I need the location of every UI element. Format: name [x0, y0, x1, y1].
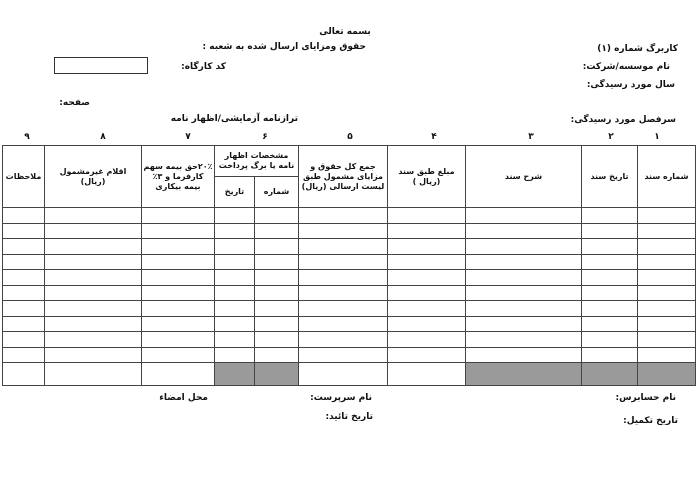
table-cell[interactable] — [299, 270, 388, 286]
table-cell[interactable] — [255, 316, 299, 332]
table-cell[interactable] — [142, 223, 215, 239]
table-cell[interactable] — [255, 223, 299, 239]
shaded-cell — [582, 363, 638, 386]
table-cell[interactable] — [466, 332, 582, 348]
signature-label: محل امضاء — [159, 393, 208, 403]
table-cell[interactable] — [582, 316, 638, 332]
table-cell[interactable] — [638, 332, 696, 348]
table-row — [3, 332, 696, 348]
table-cell[interactable] — [299, 223, 388, 239]
column-number-9: ۹ — [24, 132, 30, 142]
table-cell[interactable] — [466, 270, 582, 286]
table-cell[interactable] — [388, 239, 466, 255]
table-cell[interactable] — [215, 208, 255, 224]
total-cell[interactable] — [3, 363, 45, 386]
table-cell[interactable] — [142, 347, 215, 363]
table-cell[interactable] — [388, 223, 466, 239]
table-cell[interactable] — [299, 254, 388, 270]
table-cell[interactable] — [45, 223, 142, 239]
column-number-2: ۲ — [608, 132, 614, 142]
table-cell[interactable] — [45, 301, 142, 317]
table-cell[interactable] — [3, 285, 45, 301]
shaded-cell — [255, 363, 299, 386]
quarter-label: سرفصل مورد رسیدگی: — [570, 115, 676, 125]
table-cell[interactable] — [45, 316, 142, 332]
shaded-cell — [215, 363, 255, 386]
header-description: شرح سند — [466, 146, 582, 208]
table-cell[interactable] — [3, 239, 45, 255]
total-cell[interactable] — [142, 363, 215, 386]
table-cell[interactable] — [388, 285, 466, 301]
header-amount: مبلغ طبق سند (ریال ) — [388, 146, 466, 208]
table-cell[interactable] — [3, 208, 45, 224]
table-cell[interactable] — [638, 270, 696, 286]
table-cell[interactable] — [638, 301, 696, 317]
table-cell[interactable] — [466, 301, 582, 317]
table-cell[interactable] — [466, 223, 582, 239]
table-cell[interactable] — [388, 254, 466, 270]
table-cell[interactable] — [638, 254, 696, 270]
table-cell[interactable] — [582, 239, 638, 255]
shaded-cell — [466, 363, 582, 386]
table-cell[interactable] — [299, 347, 388, 363]
table-cell[interactable] — [299, 239, 388, 255]
table-cell[interactable] — [215, 316, 255, 332]
table-cell[interactable] — [142, 239, 215, 255]
year-label: سال مورد رسیدگی: — [586, 80, 675, 90]
header-number: شماره — [255, 177, 299, 208]
institution-label: نام موسسه/شرکت: — [582, 62, 670, 72]
column-number-5: ۵ — [347, 132, 353, 142]
table-cell[interactable] — [388, 301, 466, 317]
table-cell[interactable] — [255, 239, 299, 255]
table-cell[interactable] — [142, 301, 215, 317]
table-cell[interactable] — [582, 301, 638, 317]
table-cell[interactable] — [255, 208, 299, 224]
total-row — [3, 363, 696, 386]
table-row — [3, 208, 696, 224]
page-title: بسمه تعالی — [319, 27, 371, 37]
table-cell[interactable] — [3, 301, 45, 317]
table-cell[interactable] — [466, 347, 582, 363]
workshop-code-label: کد کارگاه: — [181, 62, 226, 72]
table-row — [3, 347, 696, 363]
table-cell[interactable] — [215, 270, 255, 286]
table-cell[interactable] — [582, 285, 638, 301]
table-cell[interactable] — [466, 208, 582, 224]
column-number-8: ۸ — [100, 132, 106, 142]
card-number: کاربرگ شماره (۱) — [597, 44, 678, 54]
table-cell[interactable] — [45, 332, 142, 348]
table-body — [3, 208, 696, 386]
table-cell[interactable] — [582, 332, 638, 348]
table-cell[interactable] — [142, 285, 215, 301]
table-cell[interactable] — [45, 208, 142, 224]
table-row — [3, 285, 696, 301]
table-cell[interactable] — [255, 301, 299, 317]
table-row — [3, 254, 696, 270]
total-cell[interactable] — [299, 363, 388, 386]
table-cell[interactable] — [638, 208, 696, 224]
table-cell[interactable] — [466, 254, 582, 270]
table-cell[interactable] — [215, 332, 255, 348]
table-cell[interactable] — [638, 285, 696, 301]
subject-label: حقوق ومزایای ارسال شده به شعبه : — [202, 42, 366, 52]
table-cell[interactable] — [638, 316, 696, 332]
table-cell[interactable] — [255, 347, 299, 363]
table-cell[interactable] — [638, 347, 696, 363]
table-cell[interactable] — [215, 285, 255, 301]
table-cell[interactable] — [3, 332, 45, 348]
table-cell[interactable] — [388, 347, 466, 363]
column-number-1: ۱ — [654, 132, 660, 142]
header-insurance: ۲۰٪حق بیمه سهم کارفرما و ۳٪ بیمه بیکاری — [142, 146, 215, 208]
column-number-4: ۴ — [431, 132, 437, 142]
table-cell[interactable] — [388, 208, 466, 224]
workshop-code-field[interactable] — [54, 57, 148, 74]
table-row — [3, 301, 696, 317]
header-doc-date: تاریخ سند — [582, 146, 638, 208]
trial-balance-label: ترازنامه آزمایشی/اظهار نامه — [170, 114, 298, 124]
table-cell[interactable] — [45, 239, 142, 255]
table-cell[interactable] — [388, 270, 466, 286]
header-notes: ملاحظات — [3, 146, 45, 208]
table-cell[interactable] — [142, 332, 215, 348]
table-cell[interactable] — [582, 208, 638, 224]
supervisor-label: نام سرپرست: — [310, 393, 372, 403]
table-cell[interactable] — [142, 254, 215, 270]
table-cell[interactable] — [3, 347, 45, 363]
table-cell[interactable] — [638, 239, 696, 255]
shaded-cell — [638, 363, 696, 386]
table-cell[interactable] — [638, 223, 696, 239]
table-cell[interactable] — [45, 254, 142, 270]
table-cell[interactable] — [142, 270, 215, 286]
table-cell[interactable] — [388, 332, 466, 348]
table-cell[interactable] — [45, 270, 142, 286]
table-cell[interactable] — [255, 270, 299, 286]
table-cell[interactable] — [215, 254, 255, 270]
table-cell[interactable] — [215, 301, 255, 317]
page-label: صفحه: — [59, 98, 90, 108]
table-cell[interactable] — [582, 270, 638, 286]
table-cell[interactable] — [299, 316, 388, 332]
header-declaration: مشخصات اظهار نامه یا برگ پرداخت — [215, 146, 299, 177]
table-cell[interactable] — [215, 223, 255, 239]
table-cell[interactable] — [582, 223, 638, 239]
table-cell[interactable] — [466, 285, 582, 301]
table-cell[interactable] — [142, 208, 215, 224]
table-cell[interactable] — [255, 285, 299, 301]
payroll-table — [2, 145, 696, 386]
table-cell[interactable] — [3, 254, 45, 270]
header-doc-number: شماره سند — [638, 146, 696, 208]
header-date: تاریخ — [215, 177, 255, 208]
table-cell[interactable] — [466, 239, 582, 255]
table-cell[interactable] — [299, 208, 388, 224]
column-number-7: ۷ — [185, 132, 191, 142]
table-cell[interactable] — [45, 347, 142, 363]
header-non-included: اقلام غیرمشمول (ریال) — [45, 146, 142, 208]
completion-date-label: تاریخ تکمیل: — [623, 416, 678, 426]
table-cell[interactable] — [255, 254, 299, 270]
table-cell[interactable] — [388, 316, 466, 332]
total-cell[interactable] — [45, 363, 142, 386]
table-cell[interactable] — [582, 347, 638, 363]
column-number-3: ۳ — [528, 132, 534, 142]
table-cell[interactable] — [299, 285, 388, 301]
table-row — [3, 270, 696, 286]
table-row — [3, 316, 696, 332]
table-cell[interactable] — [215, 347, 255, 363]
table-row — [3, 223, 696, 239]
table-cell[interactable] — [299, 332, 388, 348]
table-row — [3, 239, 696, 255]
table-cell[interactable] — [142, 316, 215, 332]
total-cell[interactable] — [388, 363, 466, 386]
table-cell[interactable] — [255, 332, 299, 348]
header-total: جمع کل حقوق و مزایای مشمول طبق لیست ارسالی (ریال) — [299, 146, 388, 208]
column-number-6: ۶ — [262, 132, 268, 142]
approval-date-label: تاریخ تائید: — [325, 412, 373, 422]
table-cell[interactable] — [3, 316, 45, 332]
table-cell[interactable] — [3, 270, 45, 286]
auditor-label: نام حسابرس: — [615, 393, 676, 403]
table-cell[interactable] — [582, 254, 638, 270]
table-cell[interactable] — [299, 301, 388, 317]
table-cell[interactable] — [215, 239, 255, 255]
table-cell[interactable] — [3, 223, 45, 239]
table-cell[interactable] — [466, 316, 582, 332]
table-cell[interactable] — [45, 285, 142, 301]
